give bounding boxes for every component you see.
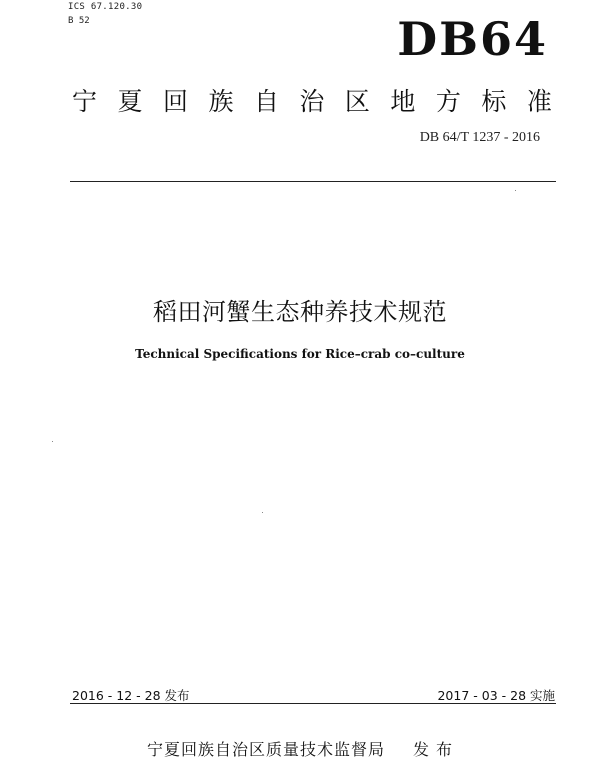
top-divider [70,181,556,182]
standard-type-char: 族 [208,87,234,116]
issue-date: 2016 - 12 - 28 发布 [72,688,190,703]
standard-type-char: 宁 [72,87,98,116]
standard-type-char: 区 [344,87,370,116]
standard-type-char: 地 [390,87,416,116]
ccs-code: B 52 [68,16,90,26]
standard-type-char: 方 [435,87,461,116]
scan-speck [52,441,53,442]
standard-type-char: 治 [299,87,325,116]
standard-type-char: 自 [253,87,279,116]
document-title-english: Technical Specifications for Rice–crab co–culture [135,347,465,361]
standard-type [72,82,552,118]
scan-speck [262,512,263,513]
scan-speck [515,190,516,191]
document-title-chinese: 稻田河蟹生态种养技术规范 [153,298,447,326]
implementation-date: 2017 - 03 - 28 实施 [437,688,555,703]
publisher-name: 宁夏回族自治区质量技术监督局 [146,740,385,759]
standard-number: DB 64/T 1237 - 2016 [419,130,540,145]
ics-code: ICS 67.120.30 [68,2,143,12]
publish-action: 发 布 [412,740,454,759]
standard-logo: DB64 [397,12,548,66]
bottom-divider [70,703,556,704]
standard-type-char: 夏 [117,87,143,116]
standard-type-char: 标 [481,87,507,116]
standard-type-char: 回 [162,87,188,116]
standard-type-char: 准 [526,87,552,116]
publisher-line [0,737,600,760]
